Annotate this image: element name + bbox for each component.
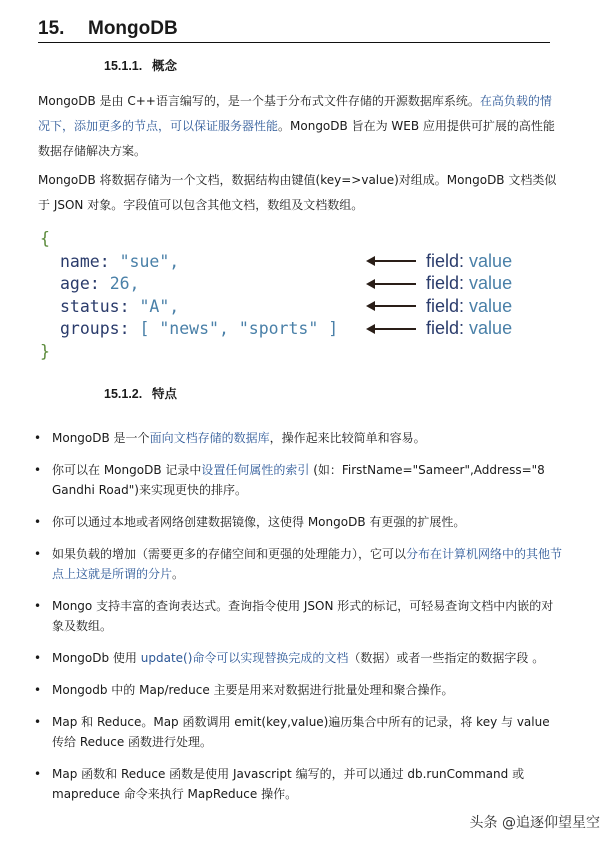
field-value-annotations: field: value field: value field: value field: value bbox=[368, 250, 512, 340]
paragraph-document bbox=[38, 168, 558, 218]
section-heading-features bbox=[104, 384, 177, 402]
section-heading-concept bbox=[104, 56, 177, 74]
section-number: 15.1.2. bbox=[104, 387, 143, 401]
arrow-left-icon bbox=[368, 328, 416, 330]
watermark: 头条 @追逐仰望星空 bbox=[469, 815, 600, 831]
open-brace: { bbox=[40, 229, 50, 248]
list-item: • MongoDB 是一个面向文档存储的数据库，操作起来比较简单和容易。 bbox=[34, 428, 564, 448]
arrow-left-icon bbox=[368, 283, 416, 285]
list-item: • 如果负载的增加（需要更多的存储空间和更强的处理能力），它可以分布在计算机网络中的其他节点上这就是所谓的分片。 bbox=[34, 544, 564, 584]
list-item: • 你可以在 MongoDB 记录中设置任何属性的索引 (如：FirstName="Sameer",Address="8 Gandhi Road")来实现更快的排序。 bbox=[34, 460, 564, 500]
chapter-heading bbox=[38, 18, 550, 43]
chapter-number: 15. bbox=[38, 18, 65, 39]
chapter-title: MongoDB bbox=[88, 18, 178, 39]
list-item: • 你可以通过本地或者网络创建数据镜像，这使得 MongoDB 有更强的扩展性。 bbox=[34, 512, 564, 532]
section-number: 15.1.1. bbox=[104, 59, 143, 73]
list-item: • MongoDb 使用 update()命令可以实现替换完成的文档（数据）或者一些指定的数据字段 。 bbox=[34, 648, 564, 668]
code-line: groups: [ "news", "sports" ] bbox=[60, 319, 339, 338]
json-example bbox=[40, 228, 338, 363]
text: MongoDB 将数据存储为一个文档，数据结构由键值(key=>value)对组成。MongoDB 文档类似于 JSON 对象。字段值可以包含其他文档，数组及文档数组。 bbox=[38, 173, 557, 212]
section-title: 特点 bbox=[152, 387, 178, 401]
close-brace: } bbox=[40, 341, 50, 361]
code-line: age: 26, bbox=[60, 274, 140, 293]
list-item: • Mongo 支持丰富的查询表达式。查询指令使用 JSON 形式的标记，可轻易查询文档中内嵌的对象及数组。 bbox=[34, 596, 564, 636]
list-item: • Mongodb 中的 Map/reduce 主要是用来对数据进行批量处理和聚合操作。 bbox=[34, 680, 564, 700]
text: 。MongoDB 旨在为 WEB 应用提供可扩展的高性能数据存储解决方案。 bbox=[38, 119, 555, 158]
list-item: • Map 函数和 Reduce 函数是使用 Javascript 编写的，并可以通过 db.runCommand 或 mapreduce 命令来执行 MapReduce 操作。 bbox=[34, 764, 564, 804]
section-title: 概念 bbox=[152, 59, 178, 73]
code-line: name: "sue", bbox=[60, 251, 180, 271]
link-text[interactable]: 在高负载的情况下，添加更多的节点，可以保证服务器性能 bbox=[38, 94, 552, 133]
text: MongoDB 是由 C++语言编写的，是一个基于分布式文件存储的开源数据库系统。 bbox=[38, 94, 480, 108]
arrow-left-icon bbox=[368, 305, 416, 307]
feature-list bbox=[34, 428, 564, 816]
list-item: • Map 和 Reduce。Map 函数调用 emit(key,value)遍历集合中所有的记录，将 key 与 value 传给 Reduce 函数进行处理。 bbox=[34, 712, 564, 752]
code-line: status: "A", bbox=[60, 296, 180, 316]
paragraph-intro bbox=[38, 89, 558, 164]
arrow-left-icon bbox=[368, 260, 416, 262]
